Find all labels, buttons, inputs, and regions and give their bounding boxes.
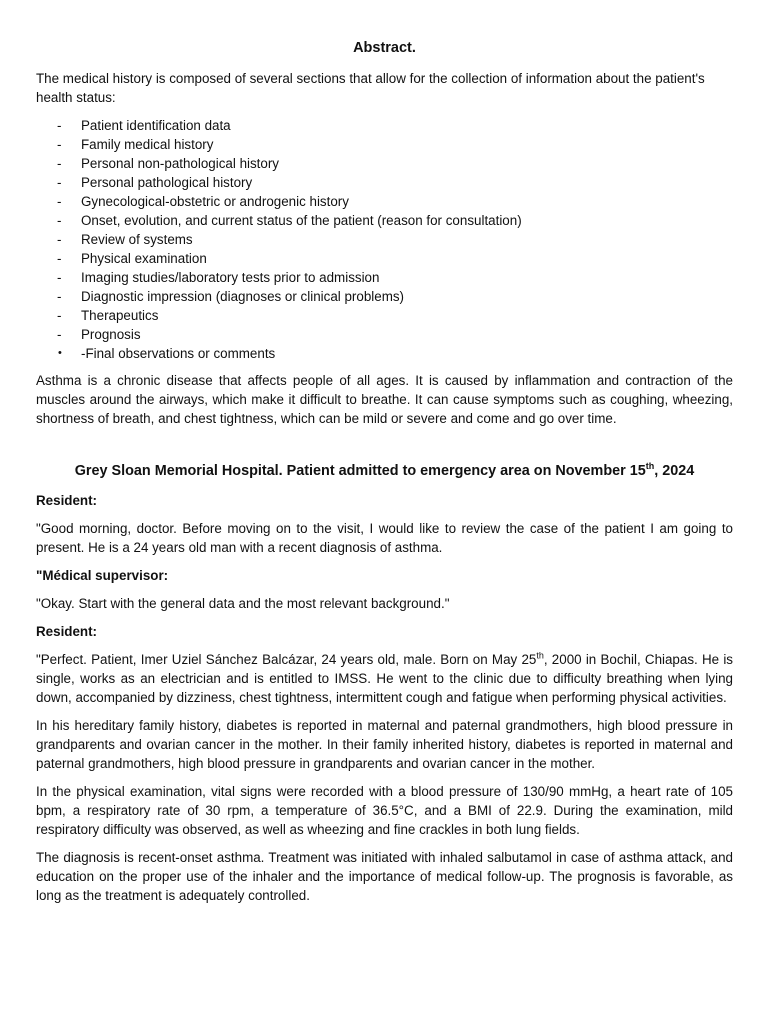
list-item-label: Onset, evolution, and current status of the patient (reason for consultation) <box>81 213 522 228</box>
list-item <box>36 116 733 135</box>
list-item <box>36 173 733 192</box>
history-sections-list <box>36 116 733 363</box>
list-item-label: Therapeutics <box>81 308 159 323</box>
dash-marker: - <box>57 308 62 323</box>
dash-marker: - <box>57 156 62 171</box>
ordinal-suffix: th <box>645 461 655 472</box>
speaker-label: Resident: <box>36 493 98 508</box>
family-history-paragraph: In his hereditary family history, diabetes is reported in maternal and paternal grandmothers, high blood pressure in grandparents and ovarian cancer in the mother. In their family inherited history, diabetes is reported in maternal and paternal grandmothers, high blood pressure in grandparents and ovarian cancer in the mother. <box>36 718 733 771</box>
list-item-label: Gynecological-obstetric or androgenic history <box>81 194 349 209</box>
abstract-intro: The medical history is composed of several sections that allow for the collection of information about the patient's health status: <box>36 71 705 105</box>
dash-marker: - <box>57 194 62 209</box>
dialogue-line: "Okay. Start with the general data and the most relevant background." <box>36 596 450 611</box>
diagnosis-paragraph: The diagnosis is recent-onset asthma. Treatment was initiated with inhaled salbutamol in case of asthma attack, and education on the proper use of the inhaler and the importance of medical follow-up. The prognosis is favorable, as long as the treatment is adequately controlled. <box>36 850 733 903</box>
abstract-title: Abstract. <box>353 40 416 56</box>
list-item-label: Personal pathological history <box>81 175 253 190</box>
bullet-icon: • <box>58 347 62 359</box>
list-item-label: Physical examination <box>81 251 207 266</box>
list-item-label: Personal non-pathological history <box>81 156 280 171</box>
physical-exam-paragraph: In the physical examination, vital signs were recorded with a blood pressure of 130/90 mmHg, a heart rate of 105 bpm, a respiratory rate of 30 rpm, a temperature of 36.5°C, and a BMI of 22.9. During the examination, mild respiratory difficulty was observed, as well as wheezing and fine crackles in both lung fields. <box>36 784 733 837</box>
list-item <box>36 287 733 306</box>
list-item <box>36 211 733 230</box>
list-item <box>36 192 733 211</box>
list-item <box>36 135 733 154</box>
patient-intro-text-cont: , 2000 in Bochil, Chiapas. He is single, works as an electrician and is entitled to IMSS. He went to the clinic due to difficulty breathing when lying down, accompanied by dizziness, chest tightness, intermittent cough and fatigue when performing physical activities. <box>36 652 733 705</box>
list-item-label: -Final observations or comments <box>81 346 276 361</box>
ordinal-suffix: th <box>536 650 544 661</box>
document-body <box>36 38 733 914</box>
list-item <box>36 325 733 344</box>
list-item <box>36 154 733 173</box>
dash-marker: - <box>57 270 62 285</box>
speaker-label: Resident: <box>36 624 98 639</box>
list-item <box>36 344 733 363</box>
asthma-definition-paragraph: Asthma is a chronic disease that affects people of all ages. It is caused by inflammation and contraction of the muscles around the airways, which make it difficult to breathe. It can cause symptoms such as coughing, wheezing, shortness of breath, and chest tightness, which can be mild or severe and come and go over time. <box>36 373 733 426</box>
list-item-label: Family medical history <box>81 137 214 152</box>
dash-marker: - <box>57 251 62 266</box>
list-item-label: Review of systems <box>81 232 193 247</box>
list-item-label: Diagnostic impression (diagnoses or clinical problems) <box>81 289 404 304</box>
case-heading-year: , 2024 <box>654 463 695 479</box>
dash-marker: - <box>57 175 62 190</box>
dash-marker: - <box>57 213 62 228</box>
case-heading <box>36 460 733 482</box>
dialogue-line: "Good morning, doctor. Before moving on to the visit, I would like to review the case of the patient I am going to present. He is a 24 years old man with a recent diagnosis of asthma. <box>36 521 733 555</box>
dash-marker: - <box>57 327 62 342</box>
speaker-label: "Médical supervisor: <box>36 568 169 583</box>
case-heading-text: Grey Sloan Memorial Hospital. Patient admitted to emergency area on November 15 <box>74 463 646 479</box>
list-item-label: Prognosis <box>81 327 141 342</box>
list-item <box>36 249 733 268</box>
list-item <box>36 306 733 325</box>
dash-marker: - <box>57 137 62 152</box>
patient-intro-paragraph <box>36 650 733 707</box>
list-item-label: Imaging studies/laboratory tests prior to admission <box>81 270 380 285</box>
list-item-label: Patient identification data <box>81 118 231 133</box>
list-item <box>36 230 733 249</box>
dash-marker: - <box>57 232 62 247</box>
list-item <box>36 268 733 287</box>
dash-marker: - <box>57 118 62 133</box>
dash-marker: - <box>57 289 62 304</box>
patient-intro-text: "Perfect. Patient, Imer Uziel Sánchez Balcázar, 24 years old, male. Born on May 25 <box>36 652 537 667</box>
